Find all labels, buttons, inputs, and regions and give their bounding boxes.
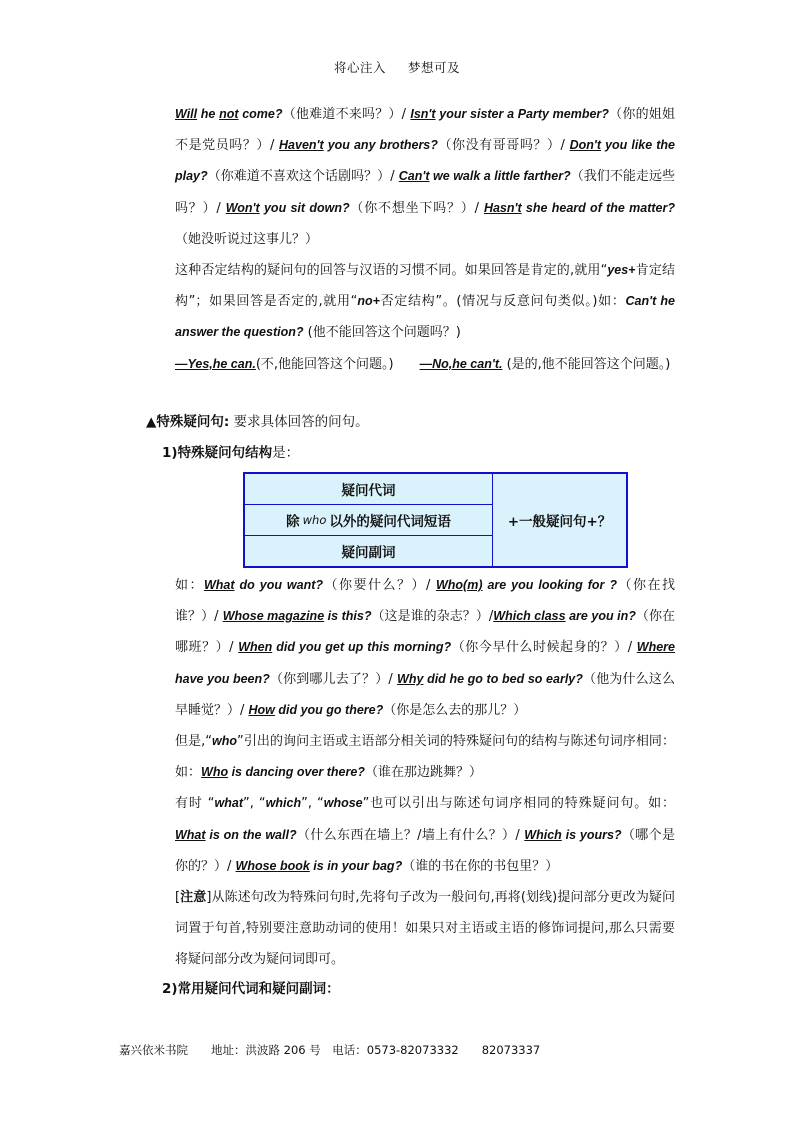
english-run: your sister a Party member? [435, 107, 609, 121]
text-run: （什么东西在墙上？/墙上有什么？）/ [296, 827, 525, 843]
text-run: （你的姐姐不是党员吗？）/ [175, 107, 676, 154]
english-run: did you get up this morning? [272, 640, 452, 655]
structure-label: 1)特殊疑问句结构 [162, 445, 273, 461]
table-cell-pronoun-phrase-who: who [302, 513, 327, 527]
english-run: not [219, 107, 239, 121]
text-run: （你到哪儿去了？）/ [269, 671, 398, 687]
text-run: （谁在那边跳舞？） [364, 765, 482, 781]
bold-run: 注意 [180, 890, 207, 906]
english-run: he [197, 107, 220, 121]
table-cell-pronoun-phrase-post: 以外的疑问代词短语 [329, 514, 451, 530]
english-run: who [212, 734, 238, 749]
note-paragraph [175, 882, 675, 976]
text-run: [ [175, 890, 181, 906]
text-run: （你没有哥哥吗？）/ [437, 138, 570, 154]
text-run: （你不想坐下吗？）/ [349, 200, 484, 216]
common-words-heading: 2)常用疑问代词和疑问副词： [162, 981, 340, 997]
english-run: no+ [357, 294, 380, 309]
english-run: did he go to bed so early? [423, 671, 583, 686]
english-run: Who [201, 765, 229, 780]
english-run: is on the wall? [205, 827, 297, 842]
english-run: What [203, 578, 235, 592]
text-run: ”, “ [301, 796, 324, 812]
special-question-title: ▲特殊疑问句: [146, 414, 230, 430]
english-run: do you want? [234, 578, 324, 592]
english-run: you like the play? [175, 138, 675, 184]
page-header [0, 58, 794, 76]
table-cell-interrogative-pronoun: 疑问代词 [341, 483, 396, 499]
english-run: —Yes,he can. [175, 356, 256, 371]
english-run: yes+ [607, 263, 636, 278]
english-run: are you in? [565, 609, 636, 624]
text-run: 这种否定结构的疑问句的回答与汉语的习惯不同。如果回答是肯定的,就用“ [175, 263, 608, 279]
english-run: come? [238, 107, 283, 121]
english-run: How [248, 702, 275, 717]
english-run: you sit down? [259, 200, 350, 215]
english-run: did you go there? [274, 702, 384, 717]
english-run: Isn't [410, 107, 436, 121]
wh-question-examples [175, 570, 675, 726]
text-run: （你是怎么去的那儿？） [383, 702, 527, 718]
question-structure-table [243, 472, 628, 568]
english-run: Why [397, 671, 424, 686]
table-cell-general-question: +一般疑问句+？ [507, 514, 612, 530]
english-run: she heard of the matter? [521, 200, 675, 215]
english-run: is this? [324, 609, 372, 624]
text-run: （你难道不喜欢这个话剧吗？）/ [207, 169, 399, 185]
text-run: ”也可以引出与陈述句词序相同的特殊疑问句。如： [362, 796, 676, 812]
english-run: you any brothers? [323, 138, 438, 153]
text-run: （他难道不来吗？）/ [282, 107, 411, 122]
table-cell-interrogative-adverb: 疑问副词 [245, 535, 492, 566]
english-run: is in your bag? [309, 858, 403, 873]
table-left-column [245, 474, 493, 566]
body-text-top [175, 99, 675, 380]
english-run: What [175, 827, 206, 842]
table-cell-pronoun-phrase-pre: 除 [286, 514, 300, 530]
english-run: Who(m) [435, 578, 483, 592]
text-run: （你今早什么时候起身的？）/ [451, 640, 637, 656]
text-run: 肯定结构”；如果回答是否定的,就用“ [175, 263, 675, 310]
english-run: Which [524, 827, 562, 842]
english-run: Can't [398, 169, 430, 184]
answer-rule-paragraph [175, 255, 675, 349]
english-run: Will [175, 107, 198, 121]
english-run: Whose magazine [222, 609, 325, 624]
english-run: are you looking for ? [482, 578, 618, 592]
what-which-whose-paragraph [175, 788, 675, 882]
text-run: （这是谁的杂志？）/ [371, 609, 494, 625]
text-run: （哪个是你的？）/ [175, 827, 675, 874]
english-run: which [265, 796, 302, 811]
text-run: 但是,“ [175, 734, 213, 750]
text-run: ”, “ [243, 796, 266, 812]
header-motto-left: 将心注入 [333, 60, 386, 75]
text-run: （我们不能走远些吗？）/ [175, 169, 675, 216]
negative-question-examples [175, 99, 675, 255]
english-run: —No,he can't. [419, 356, 503, 371]
structure-heading [162, 441, 299, 461]
english-run: Which class [493, 609, 566, 624]
text-run: （他为什么这么早睡觉？）/ [175, 671, 675, 718]
english-run: Where [636, 640, 675, 655]
text-run: （你在找谁？）/ [175, 578, 675, 625]
english-run: Can't he answer the question? [175, 294, 675, 340]
text-run: 有时 “ [175, 796, 215, 812]
answer-examples [175, 349, 675, 380]
english-run: Hasn't [483, 200, 522, 215]
english-run: is dancing over there? [228, 765, 365, 780]
text-run: (他不能回答这个问题吗？) [303, 325, 461, 341]
english-run: is yours? [561, 827, 622, 842]
text-run: （她没听说过这事儿？） [175, 231, 319, 247]
text-run: (不,他能回答这个问题。) [255, 356, 420, 372]
english-run: Whose book [235, 858, 310, 873]
table-cell-pronoun-phrase [245, 504, 492, 535]
page-footer: 嘉兴依米书院 地址：洪波路 206 号 电话：0573-82073332 82073337 [119, 1043, 541, 1057]
who-subject-paragraph [175, 726, 675, 788]
text-run: （你在哪班？）/ [175, 609, 675, 656]
english-run: have you been? [175, 671, 270, 686]
english-run: we walk a little farther? [429, 169, 571, 184]
text-run: (是的,他不能回答这个问题。) [502, 356, 671, 372]
text-run: 否定结构”。(情况与反意问句类似。)如： [379, 294, 626, 310]
text-run: ”引出的询问主语或主语部分相关词的特殊疑问句的结构与陈述句词序相同：如： [175, 734, 675, 781]
structure-suffix: 是： [272, 445, 300, 461]
text-run: （你要什么？）/ [323, 578, 436, 593]
body-text-bottom [175, 570, 675, 976]
special-question-heading [146, 410, 369, 430]
english-run: Don't [569, 138, 602, 153]
special-question-desc: 要求具体回答的问句。 [229, 414, 369, 430]
header-motto-right: 梦想可及 [408, 60, 461, 75]
text-run: 如： [175, 578, 204, 593]
english-run: Haven't [279, 138, 324, 153]
english-run: Won't [225, 200, 260, 215]
english-run: what [214, 796, 244, 811]
english-run: whose [323, 796, 363, 811]
text-run: ]从陈述句改为特殊问句时,先将句子改为一般问句,再将(划线)提问部分更改为疑问词置于句首,特别要注意助动词的使用！如果只对主语或主语的修饰词提问,那么只需要将疑问部分改为疑问词即可。 [175, 890, 675, 968]
english-run: When [238, 640, 273, 655]
text-run: （谁的书在你的书包里？） [402, 858, 559, 874]
